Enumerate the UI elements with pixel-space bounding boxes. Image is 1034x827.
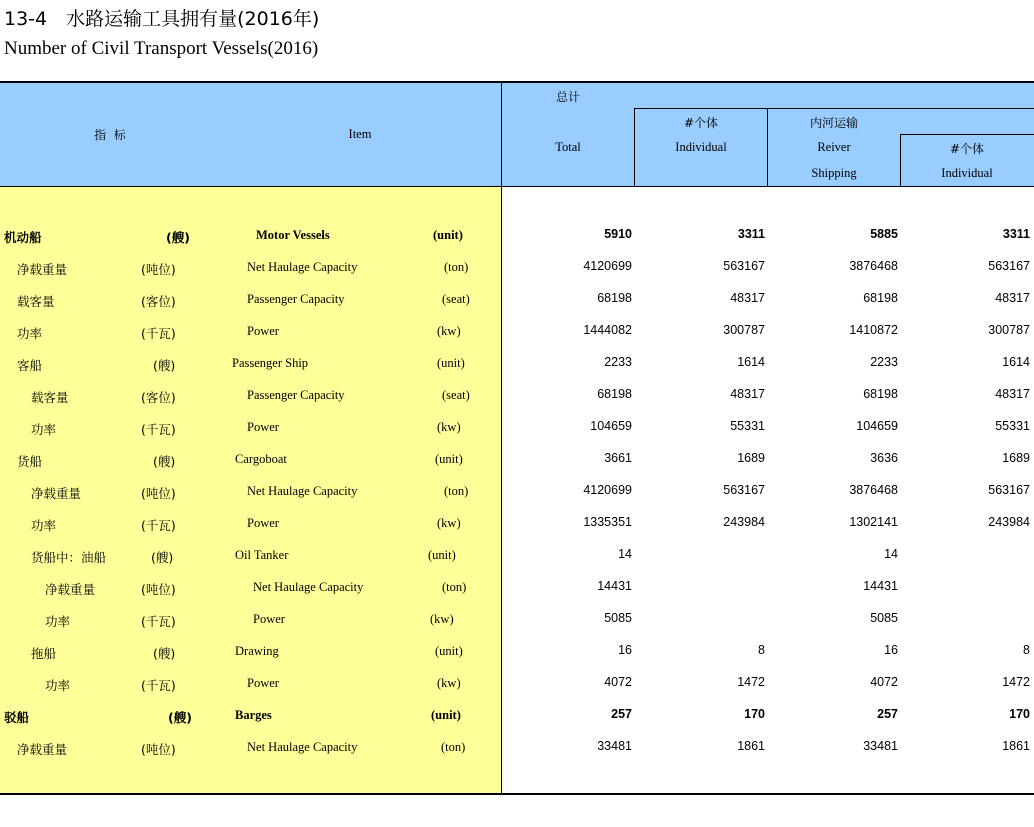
table-row <box>0 448 1034 480</box>
row-total: 104659 <box>590 419 632 433</box>
header-river-en-1: Reiver <box>817 140 851 154</box>
row-cn-unit: (千瓦) <box>141 326 176 341</box>
row-en-label: Barges <box>235 708 272 722</box>
row-river: 5085 <box>870 611 898 625</box>
table-row <box>0 704 1034 736</box>
row-river: 3876468 <box>849 259 898 273</box>
header-total-cn: 总计 <box>555 90 580 104</box>
row-cn-unit: (千瓦) <box>141 422 176 437</box>
row-en-unit: (seat) <box>442 388 470 402</box>
row-cn-unit: (千瓦) <box>141 518 176 533</box>
header-divider <box>767 108 768 186</box>
row-en-label: Passenger Capacity <box>247 388 345 402</box>
row-cn-label: 净载重量 <box>31 486 82 501</box>
row-total: 68198 <box>597 387 632 401</box>
bottom-rule <box>0 793 1034 795</box>
row-cn-label: 客船 <box>17 358 43 373</box>
row-river: 33481 <box>863 739 898 753</box>
row-cn-unit: (艘) <box>153 358 176 373</box>
row-total: 33481 <box>597 739 632 753</box>
row-en-unit: (unit) <box>433 228 463 242</box>
row-individual: 3311 <box>737 227 765 241</box>
row-en-label: Net Haulage Capacity <box>247 740 358 754</box>
row-en-label: Net Haulage Capacity <box>247 484 358 498</box>
table-row <box>0 224 1034 256</box>
header-divider <box>900 134 1034 135</box>
row-en-unit: (unit) <box>435 644 463 658</box>
row-en-unit: (kw) <box>430 612 454 626</box>
row-total: 4072 <box>604 675 632 689</box>
table-row <box>0 608 1034 640</box>
row-total: 1335351 <box>583 515 632 529</box>
row-river-individual: 1861 <box>1002 739 1030 753</box>
row-en-unit: (unit) <box>431 708 461 722</box>
row-en-unit: (kw) <box>437 324 461 338</box>
table-row <box>0 512 1034 544</box>
row-river: 14 <box>884 547 898 561</box>
row-total: 16 <box>618 643 632 657</box>
row-river-individual: 1472 <box>1002 675 1030 689</box>
row-cn-label: 功率 <box>17 326 43 341</box>
row-cn-unit: (吨位) <box>141 262 176 277</box>
header-individual-en: Individual <box>675 140 727 154</box>
row-total: 4120699 <box>583 259 632 273</box>
row-individual: 1861 <box>737 739 765 753</box>
row-cn-label: 机动船 <box>4 230 42 245</box>
header-bottom-line <box>0 186 1034 187</box>
row-en-label: Power <box>253 612 285 626</box>
row-total: 5910 <box>604 227 632 241</box>
row-en-unit: (seat) <box>442 292 470 306</box>
header-divider <box>634 108 635 186</box>
row-individual: 563167 <box>723 259 765 273</box>
header-river-cn: 内河运输 <box>809 116 858 130</box>
table-row <box>0 736 1034 768</box>
header-river-individual-en: Individual <box>941 166 993 180</box>
row-en-label: Oil Tanker <box>235 548 289 562</box>
header-divider <box>900 134 901 186</box>
row-cn-unit: (客位) <box>141 390 176 405</box>
row-river: 14431 <box>863 579 898 593</box>
header-divider <box>634 108 1034 109</box>
row-individual: 1689 <box>737 451 765 465</box>
table-row <box>0 352 1034 384</box>
table-row <box>0 640 1034 672</box>
row-total: 14431 <box>597 579 632 593</box>
row-cn-label: 净载重量 <box>17 742 68 757</box>
row-en-unit: (kw) <box>437 676 461 690</box>
table-row <box>0 384 1034 416</box>
row-en-label: Power <box>247 676 279 690</box>
row-en-unit: (ton) <box>441 740 466 754</box>
row-river-individual: 8 <box>1023 643 1030 657</box>
row-river: 16 <box>884 643 898 657</box>
row-individual: 1614 <box>737 355 765 369</box>
row-river: 3636 <box>870 451 898 465</box>
row-river-individual: 300787 <box>988 323 1030 337</box>
row-en-unit: (ton) <box>444 260 469 274</box>
table-row <box>0 256 1034 288</box>
row-total: 68198 <box>597 291 632 305</box>
row-en-unit: (unit) <box>428 548 456 562</box>
row-cn-unit: (千瓦) <box>141 614 176 629</box>
row-individual: 8 <box>758 643 765 657</box>
row-en-label: Drawing <box>235 644 279 658</box>
row-en-label: Power <box>247 516 279 530</box>
row-river: 257 <box>877 707 898 721</box>
table-row <box>0 480 1034 512</box>
row-cn-unit: (千瓦) <box>141 678 176 693</box>
row-en-label: Power <box>247 324 279 338</box>
table-row <box>0 320 1034 352</box>
table-row <box>0 672 1034 704</box>
header-river-en-2: Shipping <box>811 166 857 180</box>
row-river: 2233 <box>870 355 898 369</box>
row-river: 68198 <box>863 291 898 305</box>
row-individual: 48317 <box>730 291 765 305</box>
row-cn-unit: (艘) <box>153 454 176 469</box>
table-row <box>0 544 1034 576</box>
row-total: 3661 <box>604 451 632 465</box>
row-river-individual: 243984 <box>988 515 1030 529</box>
row-cn-unit: (艘) <box>151 550 174 565</box>
row-en-unit: (kw) <box>437 516 461 530</box>
row-river: 3876468 <box>849 483 898 497</box>
header-indicator-cn: 指 标 <box>94 128 126 142</box>
row-cn-label: 货船 <box>17 454 43 469</box>
row-river-individual: 1614 <box>1002 355 1030 369</box>
row-individual: 1472 <box>737 675 765 689</box>
row-cn-label: 驳船 <box>4 710 30 725</box>
row-en-unit: (kw) <box>437 420 461 434</box>
table-row <box>0 288 1034 320</box>
row-total: 5085 <box>604 611 632 625</box>
header-river-individual-cn: #个体 <box>949 142 985 156</box>
row-total: 2233 <box>604 355 632 369</box>
row-river: 1302141 <box>849 515 898 529</box>
row-individual: 170 <box>744 707 765 721</box>
row-cn-label: 载客量 <box>17 294 55 309</box>
row-cn-label: 载客量 <box>31 390 69 405</box>
row-total: 4120699 <box>583 483 632 497</box>
row-cn-label: 功率 <box>45 678 71 693</box>
row-river: 4072 <box>870 675 898 689</box>
page-subtitle: Number of Civil Transport Vessels(2016) <box>4 38 319 59</box>
row-river-individual: 1689 <box>1002 451 1030 465</box>
row-en-unit: (unit) <box>435 452 463 466</box>
row-individual: 55331 <box>730 419 765 433</box>
row-river-individual: 3311 <box>1002 227 1030 241</box>
row-river: 68198 <box>863 387 898 401</box>
row-total: 14 <box>618 547 632 561</box>
row-river-individual: 563167 <box>988 259 1030 273</box>
row-cn-label: 功率 <box>31 518 57 533</box>
row-river-individual: 48317 <box>995 387 1030 401</box>
row-river-individual: 563167 <box>988 483 1030 497</box>
header-item-en: Item <box>348 127 372 141</box>
row-cn-label: 净载重量 <box>45 582 96 597</box>
row-en-label: Motor Vessels <box>256 228 330 242</box>
row-cn-label: 净载重量 <box>17 262 68 277</box>
row-cn-label: 拖船 <box>31 646 57 661</box>
header-individual-cn: #个体 <box>683 116 719 130</box>
row-cn-unit: (艘) <box>168 710 192 725</box>
row-en-unit: (ton) <box>444 484 469 498</box>
row-river-individual: 170 <box>1009 707 1030 721</box>
header-total-en: Total <box>555 140 581 154</box>
row-cn-unit: (吨位) <box>141 486 176 501</box>
row-en-label: Passenger Ship <box>232 356 309 370</box>
row-en-unit: (unit) <box>437 356 465 370</box>
row-cn-unit: (吨位) <box>141 582 176 597</box>
table-row <box>0 576 1034 608</box>
row-river: 1410872 <box>849 323 898 337</box>
row-total: 257 <box>611 707 632 721</box>
row-en-label: Cargoboat <box>235 452 287 466</box>
row-cn-label: 功率 <box>31 422 57 437</box>
row-individual: 563167 <box>723 483 765 497</box>
row-river: 104659 <box>856 419 898 433</box>
row-individual: 243984 <box>723 515 765 529</box>
row-individual: 48317 <box>730 387 765 401</box>
page-title: 13-4 水路运输工具拥有量(2016年) <box>4 8 320 30</box>
row-en-label: Power <box>247 420 279 434</box>
row-en-label: Passenger Capacity <box>247 292 345 306</box>
row-cn-unit: (客位) <box>141 294 176 309</box>
row-cn-label: 功率 <box>45 614 71 629</box>
row-cn-label: 货船中：油船 <box>31 550 107 565</box>
row-cn-unit: (艘) <box>166 230 190 245</box>
row-river-individual: 48317 <box>995 291 1030 305</box>
row-en-unit: (ton) <box>442 580 467 594</box>
row-cn-unit: (吨位) <box>141 742 176 757</box>
row-individual: 300787 <box>723 323 765 337</box>
table-row <box>0 416 1034 448</box>
row-en-label: Net Haulage Capacity <box>253 580 364 594</box>
row-river: 5885 <box>870 227 898 241</box>
row-cn-unit: (艘) <box>153 646 176 661</box>
row-en-label: Net Haulage Capacity <box>247 260 358 274</box>
row-total: 1444082 <box>583 323 632 337</box>
row-river-individual: 55331 <box>995 419 1030 433</box>
